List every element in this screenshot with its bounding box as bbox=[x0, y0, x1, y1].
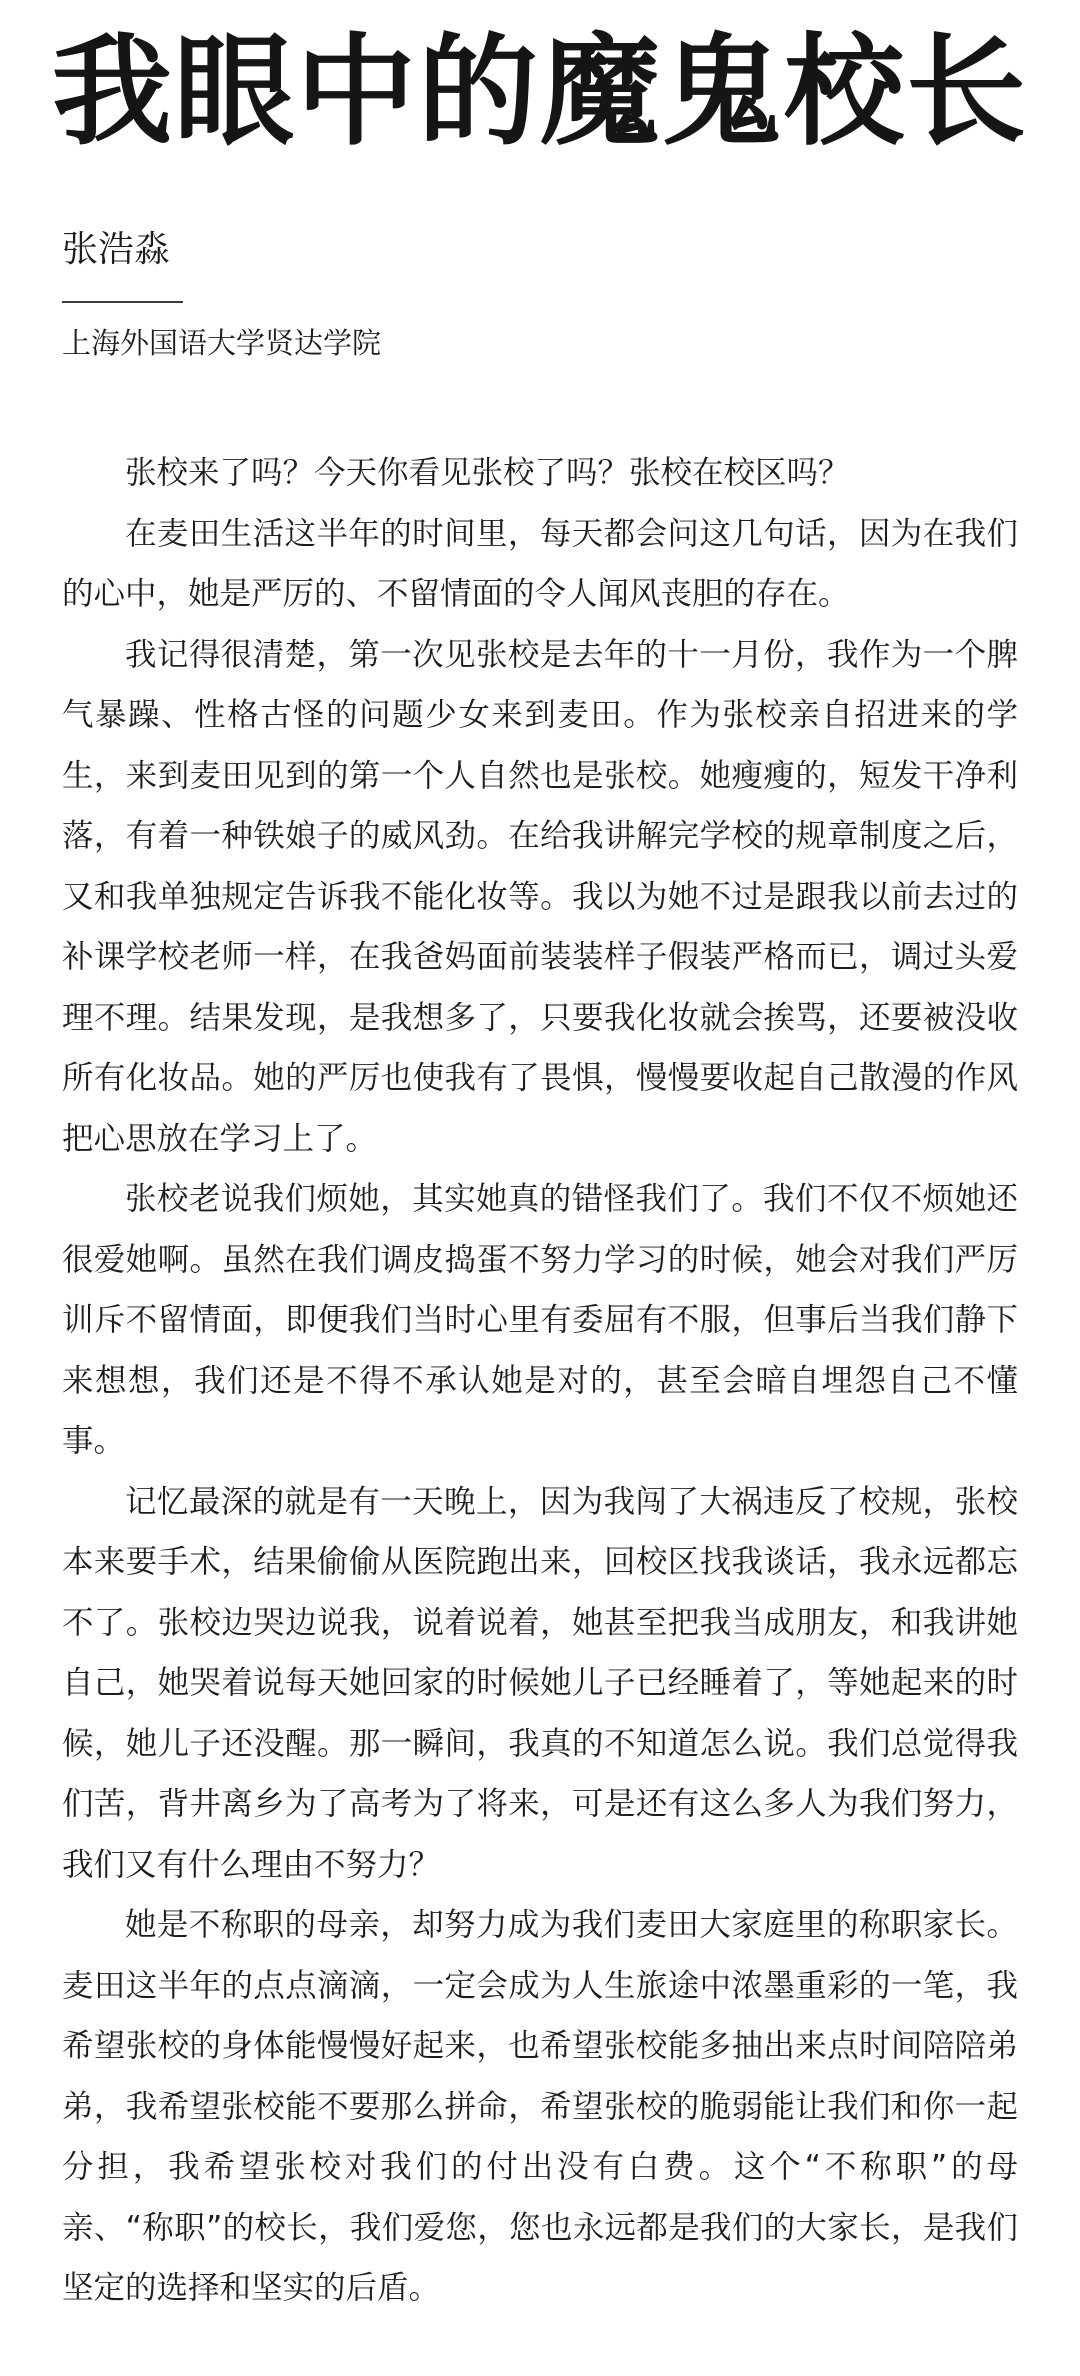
paragraph: 张校老说我们烦她，其实她真的错怪我们了。我们不仅不烦她还很爱她啊。虽然在我们调皮捣蛋不努力学习的时候，她会对我们严厉训斥不留情面，即便我们当时心里有委屈有不服，但事后当我们静下来想想，我们还是不得不承认她是对的，甚至会暗自埋怨自己不懂事。 bbox=[62, 1181, 1018, 1459]
article-body bbox=[62, 443, 1018, 2319]
author-affiliation: 上海外国语大学贤达学院 bbox=[62, 326, 382, 360]
article-title: 我眼中的魔鬼校长 bbox=[52, 23, 1028, 162]
author-divider bbox=[62, 301, 183, 303]
paragraph: 我记得很清楚，第一次见张校是去年的十一月份，我作为一个脾气暴躁、性格古怪的问题少女来到麦田。作为张校亲自招进来的学生，来到麦田见到的第一个人自然也是张校。她瘦瘦的，短发干净利落，有着一种铁娘子的威风劲。在给我讲解完学校的规章制度之后，又和我单独规定告诉我不能化妆等。我以为她不过是跟我以前去过的补课学校老师一样，在我爸妈面前装装样子假装严格而已，调过头爱理不理。结果发现，是我想多了，只要我化妆就会挨骂，还要被没收所有化妆品。她的严厉也使我有了畏惧，慢慢要收起自己散漫的作风把心思放在学习上了。 bbox=[62, 636, 1018, 1157]
author-name: 张浩淼 bbox=[62, 229, 171, 270]
paragraph: 记忆最深的就是有一天晚上，因为我闯了大祸违反了校规，张校本来要手术，结果偷偷从医院跑出来，回校区找我谈话，我永远都忘不了。张校边哭边说我，说着说着，她甚至把我当成朋友，和我讲她自己，她哭着说每天她回家的时候她儿子已经睡着了，等她起来的时候，她儿子还没醒。那一瞬间，我真的不知道怎么说。我们总觉得我们苦，背井离乡为了高考为了将来，可是还有这么多人为我们努力，我们又有什么理由不努力？ bbox=[62, 1483, 1018, 1883]
paragraph: 张校来了吗？今天你看见张校了吗？张校在校区吗？ bbox=[125, 455, 850, 491]
paragraph: 她是不称职的母亲，却努力成为我们麦田大家庭里的称职家长。麦田这半年的点点滴滴，一定会成为人生旅途中浓墨重彩的一笔，我希望张校的身体能慢慢好起来，也希望张校能多抽出来点时间陪陪弟弟，我希望张校能不要那么拼命，希望张校的脆弱能让我们和你一起分担，我希望张校对我们的付出没有白费。这个“不称职”的母亲、“称职”的校长，我们爱您，您也永远都是我们的大家长，是我们坚定的选择和坚实的后盾。 bbox=[62, 1907, 1018, 2306]
paragraph: 在麦田生活这半年的时间里，每天都会问这几句话，因为在我们的心中，她是严厉的、不留情面的令人闻风丧胆的存在。 bbox=[62, 515, 1018, 612]
